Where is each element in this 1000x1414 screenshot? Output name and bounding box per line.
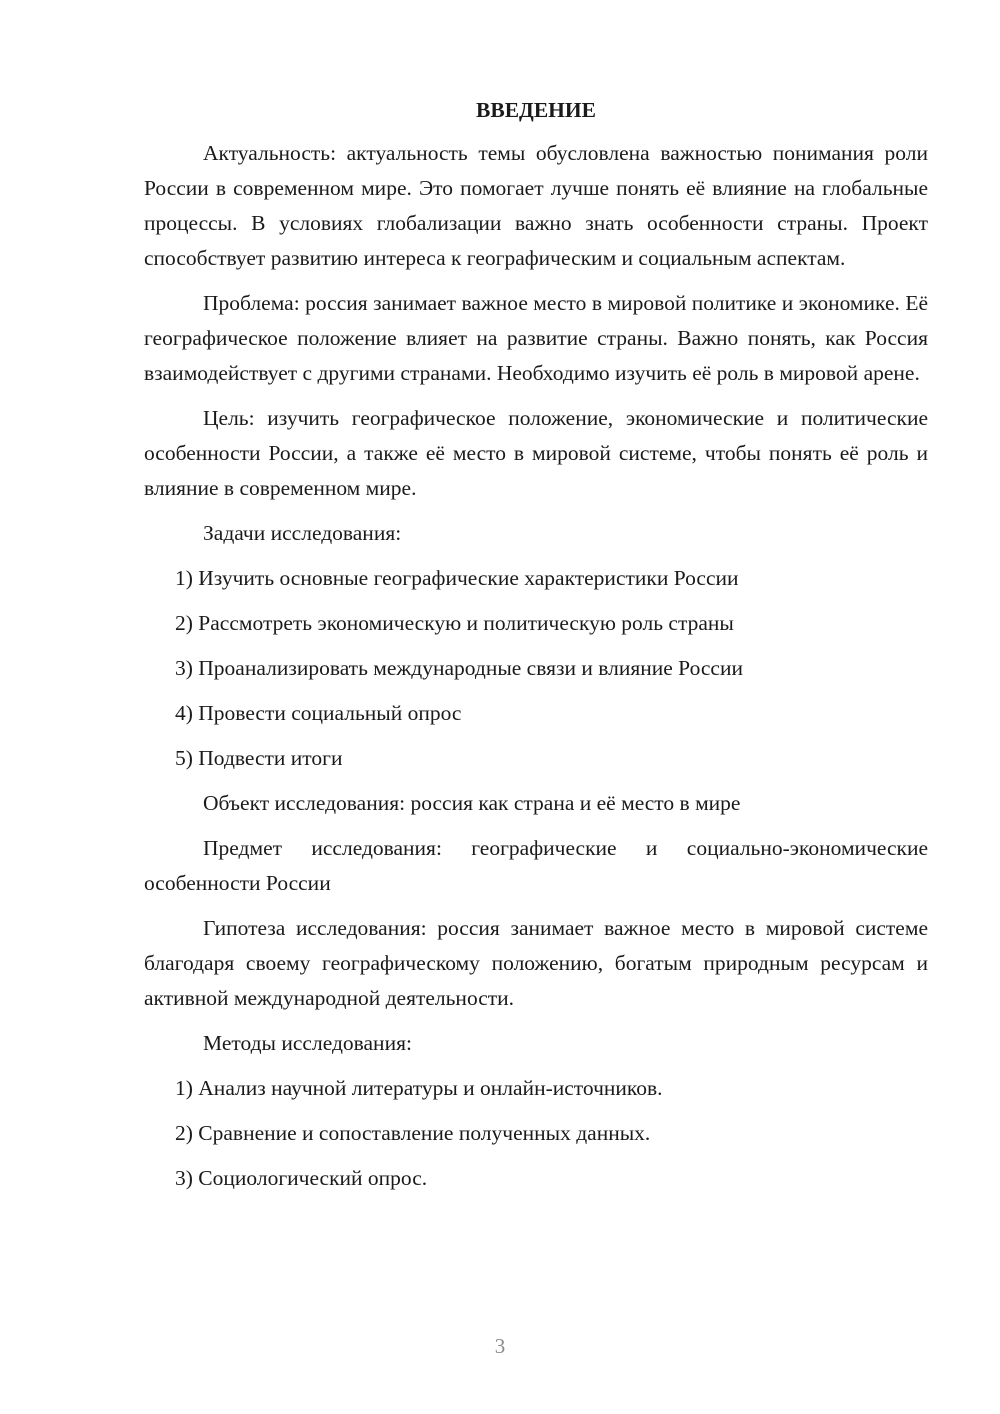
methods-list [144, 1071, 928, 1196]
list-item: 3) Социологический опрос. [175, 1166, 428, 1190]
problem-paragraph: Проблема: россия занимает важное место в мировой политике и экономике. Её географическое положение влияет на развитие страны. Важно понять, как Россия взаимодействует с другими странами. Необходимо изучить её роль в мировой арене. [144, 291, 928, 385]
list-item: 2) Рассмотреть экономическую и политическую роль страны [175, 611, 734, 635]
object-paragraph: Объект исследования: россия как страна и её место в мире [203, 791, 741, 815]
page-number: 3 [494, 1334, 506, 1358]
hypothesis-paragraph: Гипотеза исследования: россия занимает важное место в мировой системе благодаря своему географическому положению, богатым природным ресурсам и активной международной деятельности. [144, 916, 928, 1010]
goal-paragraph: Цель: изучить географическое положение, экономические и политические особенности России, а также её место в мировой системе, чтобы понять её роль и влияние в современном мире. [144, 406, 928, 500]
tasks-list [144, 561, 928, 776]
list-item: 3) Проанализировать международные связи и влияние России [175, 656, 743, 680]
list-item: 1) Анализ научной литературы и онлайн-источников. [175, 1076, 663, 1100]
list-item: 4) Провести социальный опрос [175, 701, 462, 725]
list-item: 1) Изучить основные географические характеристики России [175, 566, 739, 590]
document-page [144, 92, 928, 1206]
page-title: ВВЕДЕНИЕ [476, 98, 596, 122]
methods-title: Методы исследования: [203, 1031, 412, 1055]
list-item: 5) Подвести итоги [175, 746, 343, 770]
tasks-title: Задачи исследования: [203, 521, 402, 545]
list-item: 2) Сравнение и сопоставление полученных данных. [175, 1121, 651, 1145]
relevance-paragraph: Актуальность: актуальность темы обусловлена важностью понимания роли России в современном мире. Это помогает лучше понять её влияние на глобальные процессы. В условиях глобализации важно знать особенности страны. Проект способствует развитию интереса к географическим и социальным аспектам. [144, 141, 928, 270]
subject-paragraph: Предмет исследования: географические и социально-экономические особенности России [144, 836, 928, 895]
